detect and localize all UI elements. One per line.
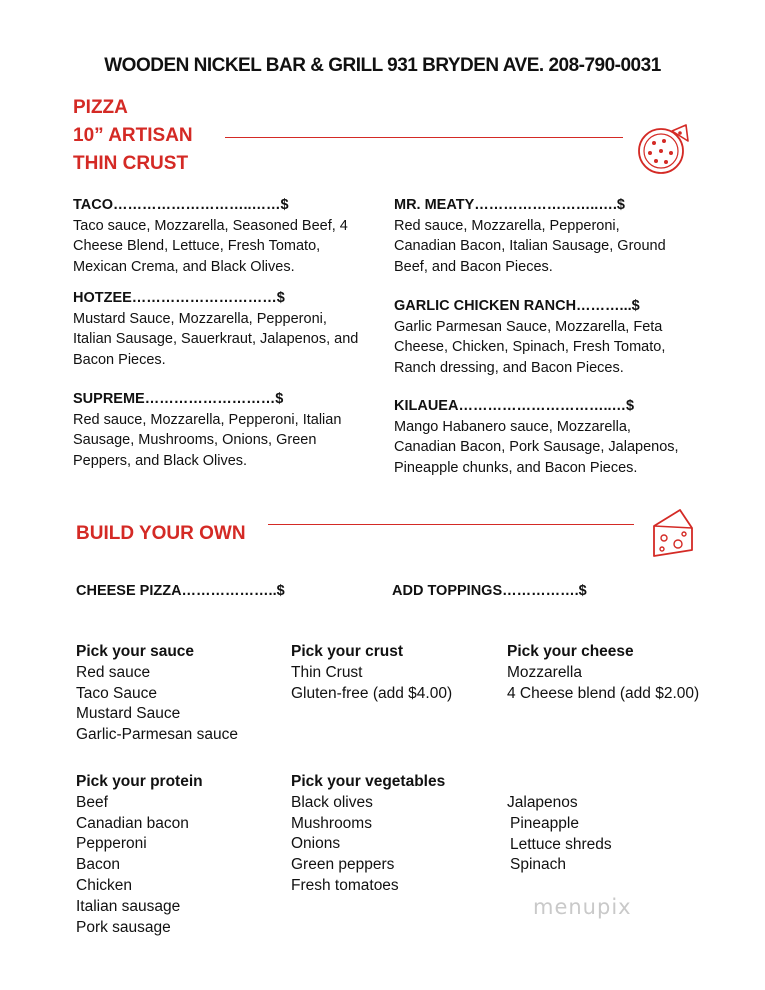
list-item: Spinach xyxy=(510,856,567,874)
cheese-icon xyxy=(650,506,696,560)
sauce-heading: Pick your sauce xyxy=(76,643,195,660)
crust-heading: Pick your crust xyxy=(291,643,403,660)
list-item: Onions xyxy=(291,835,341,853)
protein-heading: Pick your protein xyxy=(76,773,203,790)
list-item: Red sauce xyxy=(76,663,151,681)
list-item: Bacon xyxy=(76,856,120,874)
add-toppings-price: ADD TOPPINGS…………….$ xyxy=(392,583,587,599)
menupix-watermark: menupix xyxy=(533,895,632,919)
build-section-rule xyxy=(268,524,634,525)
item-name: MR. MEATY……………………..….$ xyxy=(394,197,625,213)
protein-list xyxy=(76,772,203,938)
list-item: Black olives xyxy=(291,793,373,811)
cheese-pizza-price: CHEESE PIZZA………………..$ xyxy=(76,583,285,599)
item-description: Mango Habanero sauce, Mozzarella, Canadian Bacon, Pork Sausage, Jalapenos, Pineapple chunks, and Bacon Pieces. xyxy=(394,418,679,476)
vegetables-heading: Pick your vegetables xyxy=(291,773,446,790)
list-item: Lettuce shreds xyxy=(510,835,612,853)
item-description: Taco sauce, Mozzarella, Seasoned Beef, 4 Cheese Blend, Lettuce, Fresh Tomato, Mexican Crema, and Black Olives. xyxy=(73,217,348,275)
pizza-section-title xyxy=(73,94,193,178)
build-section-title: BUILD YOUR OWN xyxy=(76,523,246,544)
item-name: SUPREME………………………$ xyxy=(73,391,284,407)
pizza-section-rule xyxy=(225,137,623,138)
list-item: Mustard Sauce xyxy=(76,705,181,723)
list-item: Taco Sauce xyxy=(76,684,157,702)
list-item: Pork sausage xyxy=(76,918,171,936)
list-item: Italian sausage xyxy=(76,897,181,915)
item-description: Garlic Parmesan Sauce, Mozzarella, Feta Cheese, Chicken, Spinach, Fresh Tomato, Ranch dressing, and Bacon Pieces. xyxy=(394,318,666,376)
menu-item-garlic-chicken-ranch xyxy=(394,296,684,378)
list-item: Mushrooms xyxy=(291,814,372,832)
list-item: Garlic-Parmesan sauce xyxy=(76,726,238,744)
cheese-heading: Pick your cheese xyxy=(507,643,634,660)
crust-list xyxy=(291,642,452,704)
menu-item-mr-meaty xyxy=(394,195,684,277)
menu-item-kilauea xyxy=(394,396,684,478)
list-item: Chicken xyxy=(76,876,132,894)
item-description: Red sauce, Mozzarella, Pepperoni, Canadian Bacon, Italian Sausage, Ground Beef, and Bacon Pieces. xyxy=(394,217,666,275)
item-name: HOTZEE…………………………$ xyxy=(73,290,285,306)
list-item: Pineapple xyxy=(510,814,579,832)
item-name: GARLIC CHICKEN RANCH………...$ xyxy=(394,298,640,314)
item-description: Red sauce, Mozzarella, Pepperoni, Italian Sausage, Mushrooms, Onions, Green Peppers, and Black Olives. xyxy=(73,411,342,469)
menu-item-hotzee xyxy=(73,288,363,370)
list-item: Gluten-free (add $4.00) xyxy=(291,684,453,702)
item-name: KILAUEA…………………………..…$ xyxy=(394,398,635,414)
list-item: Pepperoni xyxy=(76,835,147,853)
list-item: Green peppers xyxy=(291,856,395,874)
menu-item-supreme xyxy=(73,389,363,471)
vegetables-list xyxy=(291,772,445,897)
restaurant-header: WOODEN NICKEL BAR & GRILL 931 BRYDEN AVE. 208-790-0031 xyxy=(104,55,661,76)
list-item: Fresh tomatoes xyxy=(291,876,399,894)
vegetables-list-continued xyxy=(507,793,612,876)
list-item: 4 Cheese blend (add $2.00) xyxy=(507,684,700,702)
list-item: Mozzarella xyxy=(507,663,582,681)
list-item: Jalapenos xyxy=(507,794,578,811)
list-item: Thin Crust xyxy=(291,663,363,681)
pizza-title-line-3: THIN CRUST xyxy=(73,153,189,174)
cheese-list xyxy=(507,642,699,704)
pizza-title-line-2: 10” ARTISAN xyxy=(73,125,193,146)
pizza-title-line-1: PIZZA xyxy=(73,97,128,118)
pizza-icon xyxy=(634,121,692,177)
item-name: TACO………………………..……$ xyxy=(73,197,289,213)
menu-item-taco xyxy=(73,195,363,277)
list-item: Beef xyxy=(76,793,108,811)
item-description: Mustard Sauce, Mozzarella, Pepperoni, Italian Sausage, Sauerkraut, Jalapenos, and Bacon Pieces. xyxy=(73,310,359,368)
sauce-list xyxy=(76,642,238,746)
list-item: Canadian bacon xyxy=(76,814,189,832)
